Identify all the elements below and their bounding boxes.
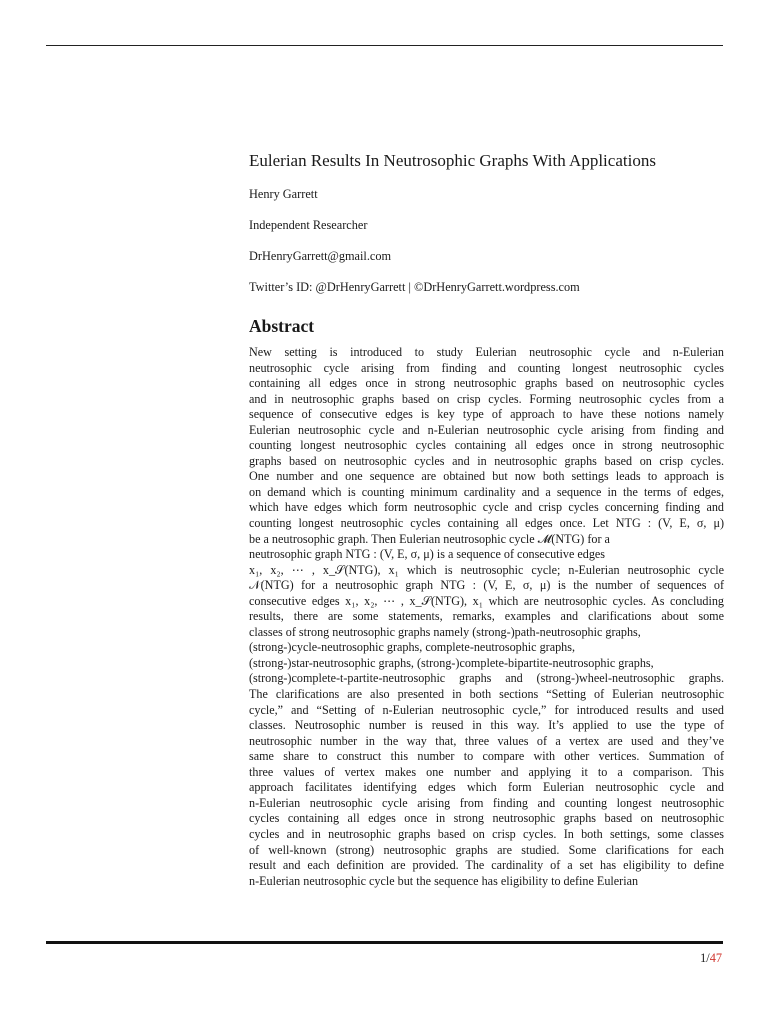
abstract-line: same share to construct this number to compare with other vertices. Summation of xyxy=(249,749,724,764)
page-number xyxy=(700,951,722,966)
author-social: Twitter’s ID: @DrHenryGarrett | ©DrHenryGarrett.wordpress.com xyxy=(249,280,580,294)
abstract-line: classes. Neutrosophic number is reused in this way. It’s applied to use the type of xyxy=(249,718,724,733)
abstract-line: result and each definition are provided. The cardinality of a set has eligibility to define xyxy=(249,858,724,873)
abstract-line: (strong-)complete-t-partite-neutrosophic graphs and (strong-)wheel-neutrosophic graphs. xyxy=(249,671,724,686)
abstract-line: classes of strong neutrosophic graphs namely (strong-)path-neutrosophic graphs, xyxy=(249,624,641,639)
author-email: DrHenryGarrett@gmail.com xyxy=(249,249,392,263)
abstract-line: x₁, x₂, ⋯ , x_𝒮(NTG), x₁ which is neutrosophic cycle; n-Eulerian neutrosophic cycle xyxy=(249,562,724,577)
abstract-line: which have edges which form neutrosophic cycle and crisp cycles concerning finding and xyxy=(249,500,724,515)
abstract-line: 𝒩(NTG) for a neutrosophic graph NTG : (V, E, σ, μ) is the number of sequences of xyxy=(249,578,724,593)
abstract-line: on demand which is counting minimum cardinality and a sequence in the terms of edges, xyxy=(249,484,724,499)
abstract-line: consecutive edges x₁, x₂, ⋯ , x_𝒮(NTG), x₁ which are neutrosophic cycles. As concluding xyxy=(249,593,724,608)
abstract-line: be a neutrosophic graph. Then Eulerian neutrosophic cycle 𝓜(NTG) for a xyxy=(249,531,610,546)
author-name: Henry Garrett xyxy=(249,187,318,201)
abstract-line: (strong-)cycle-neutrosophic graphs, complete-neutrosophic graphs, xyxy=(249,640,576,655)
abstract-line: cycles and in neutrosophic graphs based on crisp cycles. In both settings, some classes xyxy=(249,826,724,841)
author-affiliation: Independent Researcher xyxy=(249,218,368,232)
page-current: 1/ xyxy=(700,951,710,965)
abstract-line: three values of vertex makes one number and applying it to a comparison. This xyxy=(249,764,724,779)
abstract-line: and in neutrosophic graphs based on crisp cycles. Forming neutrosophic cycles from a xyxy=(249,391,724,406)
abstract-line: The clarifications are also presented in both sections “Setting of Eulerian neutrosophic xyxy=(249,687,724,702)
abstract-line: counting longest neutrosophic cycles containing all edges once in strong neutrosophic xyxy=(249,438,724,453)
abstract-line: n-Eulerian neutrosophic cycle arising from finding and counting longest neutrosophic xyxy=(249,795,724,810)
abstract-line: (strong-)star-neutrosophic graphs, (strong-)complete-bipartite-neutrosophic graphs, xyxy=(249,655,654,670)
abstract-body xyxy=(249,345,724,889)
footer-rule xyxy=(46,941,723,944)
paper-front-matter xyxy=(249,150,724,889)
page-total-link[interactable]: 47 xyxy=(709,951,722,965)
abstract-line: counting longest neutrosophic cycles containing all edges once. Let NTG : (V, E, σ, μ) xyxy=(249,516,724,531)
abstract-line: sequence of consecutive edges is key type of approach to have these notions namely xyxy=(249,407,724,422)
abstract-line: One number and one sequence are obtained but now both settings leads to approach is xyxy=(249,469,724,484)
abstract-line: results, there are some statements, remarks, examples and clarifications about some xyxy=(249,609,724,624)
abstract-line: containing all edges once in strong neutrosophic graphs based on neutrosophic cycles xyxy=(249,376,724,391)
abstract-heading: Abstract xyxy=(249,316,315,336)
abstract-line: approach facilitates identifying edges which form Eulerian neutrosophic cycle and xyxy=(249,780,724,795)
abstract-line: New setting is introduced to study Eulerian neutrosophic cycle and n-Eulerian xyxy=(249,345,724,359)
header-rule xyxy=(46,45,723,46)
abstract-line: graphs based on neutrosophic cycles and in neutrosophic graphs based on crisp cycles. xyxy=(249,453,724,468)
abstract-line: cycles containing all edges once in strong neutrosophic graphs based on neutrosophic xyxy=(249,811,724,826)
abstract-line: of well-known (strong) neutrosophic graphs are studied. Some clarifications for each xyxy=(249,842,724,857)
abstract-line: neutrosophic graph NTG : (V, E, σ, μ) is a sequence of consecutive edges xyxy=(249,547,606,562)
abstract-line: neutrosophic number in the way that, three values of a vertex are used and they’ve xyxy=(249,733,724,748)
paper-title: Eulerian Results In Neutrosophic Graphs With Applications xyxy=(249,151,656,170)
abstract-line: neutrosophic cycle arising from finding and counting longest neutrosophic cycles xyxy=(249,360,724,375)
abstract-line: n-Eulerian neutrosophic cycle but the sequence has eligibility to define Eulerian xyxy=(249,873,639,888)
abstract-line: Eulerian neutrosophic cycle and n-Eulerian neutrosophic cycle arising from finding and xyxy=(249,422,724,437)
abstract-line: cycle,” and “Setting of n-Eulerian neutrosophic cycle,” for introduced results and used xyxy=(249,702,724,717)
